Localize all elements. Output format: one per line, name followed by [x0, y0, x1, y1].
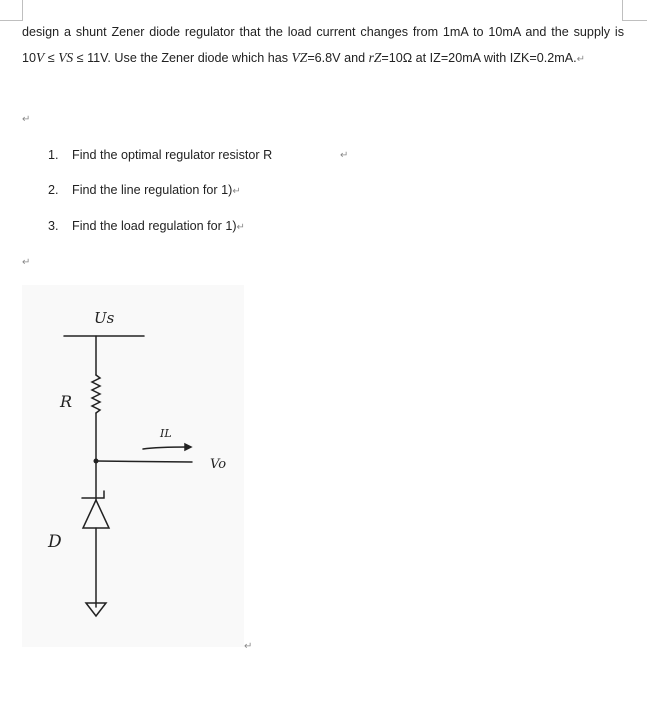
arrow-head — [185, 444, 191, 450]
list-item — [48, 219, 245, 233]
paragraph-mark: ↵ — [232, 186, 241, 197]
list-item-number: 3. — [48, 219, 59, 233]
paragraph-mark: ↵ — [236, 222, 245, 233]
var-vz: VZ — [291, 50, 308, 65]
problem-text-3: =6.8V and — [307, 51, 369, 65]
junction-node — [94, 459, 99, 464]
var-v: V — [36, 50, 45, 65]
list-item — [48, 148, 272, 162]
label-d: D — [48, 532, 62, 552]
lte-symbol-2: ≤ — [73, 51, 88, 65]
problem-text-2: 11V. Use the Zener diode which has — [87, 51, 292, 65]
problem-text-1: design a shunt Zener diode regulator that the load current changes from 1mA to 10mA and the supply is 10 — [22, 25, 624, 65]
paragraph-mark: ↵ — [576, 54, 586, 65]
output-wire — [96, 461, 192, 462]
empty-paragraph-mark-1: ↵ — [22, 114, 31, 125]
problem-statement — [22, 20, 624, 72]
resistor-r — [92, 375, 100, 413]
list-item — [48, 183, 241, 197]
paragraph-mark: ↵ — [340, 150, 349, 161]
list-item-number: 1. — [48, 148, 59, 162]
list-item-text: Find the line regulation for 1) — [72, 183, 233, 197]
lte-symbol-1: ≤ — [44, 51, 59, 65]
label-il: IL — [160, 427, 172, 440]
zener-diode-triangle — [83, 500, 109, 528]
circuit-figure — [22, 285, 244, 647]
page-corner-top-right — [622, 0, 647, 21]
empty-paragraph-mark-2: ↵ — [22, 257, 31, 268]
zener-regulator-schematic — [22, 285, 244, 647]
label-r: R — [60, 392, 73, 411]
problem-text-4: =10Ω at IZ=20mA with IZK=0.2mA. — [381, 51, 577, 65]
list-item-text: Find the load regulation for 1) — [72, 219, 237, 233]
var-rz: rZ — [368, 50, 382, 65]
zener-bar — [82, 491, 104, 498]
var-vs: VS — [58, 50, 74, 65]
page-corner-top-left — [0, 0, 23, 21]
load-current-arrow — [143, 447, 189, 449]
list-item-number: 2. — [48, 183, 59, 197]
label-vo: Vo — [210, 457, 227, 472]
list-item-text: Find the optimal regulator resistor R — [72, 148, 273, 162]
label-vs: Us — [94, 309, 115, 327]
figure-paragraph-mark: ↵ — [244, 641, 253, 652]
